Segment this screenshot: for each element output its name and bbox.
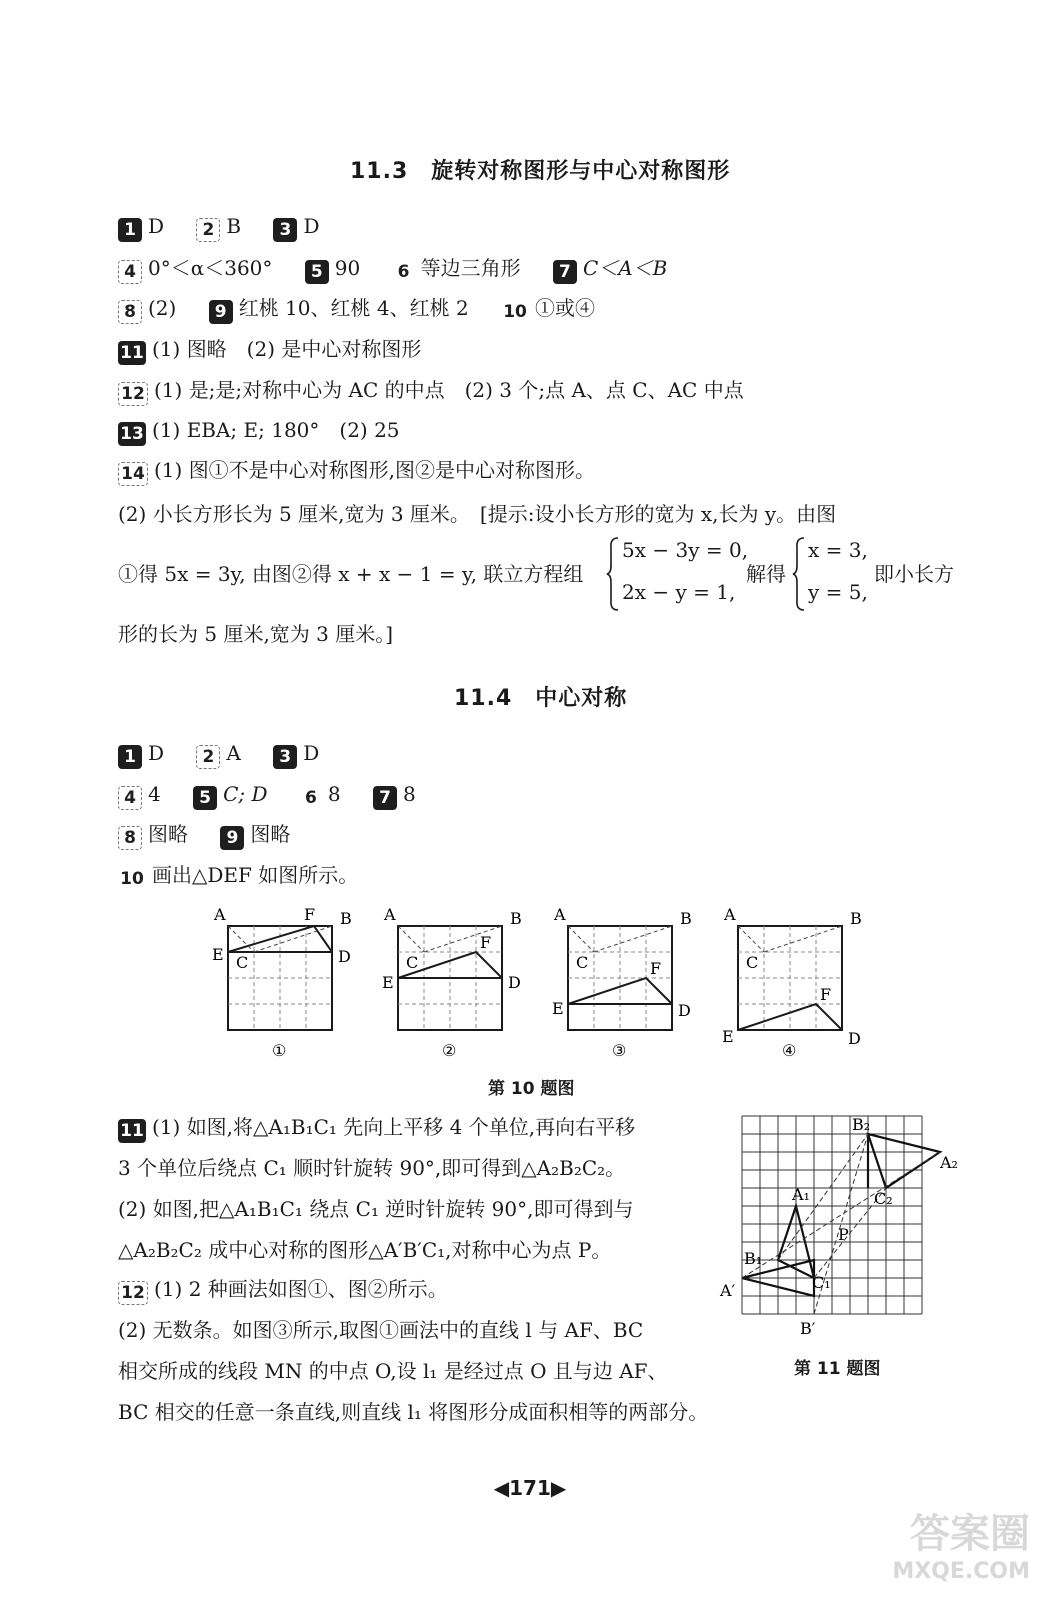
- answer: (1) 是;是;对称中心为 AC 的中点 (2) 3 个;点 A、点 C、AC 中点: [154, 378, 744, 402]
- diagonal-AC: [398, 926, 424, 952]
- q-num: 2: [196, 218, 220, 242]
- label-E: E: [722, 1027, 734, 1046]
- q-num: 3: [273, 218, 297, 242]
- answer-line-14c-pre: ①得 5x = 3y, 由图②得 x + x − 1 = y, 联立方程组: [118, 562, 584, 586]
- answer-line-2: [118, 254, 667, 284]
- diagonal-AC: [568, 926, 594, 952]
- answer-line-s2-12d: BC 相交的任意一条直线,则直线 l₁ 将图形分成面积相等的两部分。: [118, 1400, 709, 1424]
- subfigure-4: [722, 905, 862, 1060]
- equation-2: 2x − y = 1,: [622, 580, 736, 604]
- answer-line-14b: (2) 小长方形长为 5 厘米,宽为 3 厘米。 [提示:设小长方形的宽为 x,长为 y。由图: [118, 502, 837, 526]
- answer-line-12: [118, 376, 744, 406]
- q-num: 8: [118, 300, 142, 324]
- answer: D: [148, 214, 165, 238]
- answer-line-s2-1: [118, 739, 319, 769]
- q-num: 11: [118, 1119, 146, 1143]
- watermark-logo-text: 答案圈: [910, 1511, 1030, 1557]
- label-P: P: [838, 1225, 849, 1244]
- diagonal-CB: [764, 926, 842, 952]
- q-num: 8: [118, 826, 142, 850]
- label-A: A: [214, 905, 226, 924]
- solution-1: x = 3,: [808, 538, 868, 562]
- q-num: 1: [118, 745, 142, 769]
- answer-line-s2-11c: (2) 如图,把△A₁B₁C₁ 绕点 C₁ 逆时针旋转 90°,即可得到与: [118, 1197, 634, 1221]
- q-num: 4: [118, 260, 142, 284]
- answer-line-1: [118, 212, 320, 242]
- q-num: 9: [220, 826, 244, 850]
- q-num: 12: [118, 382, 148, 406]
- answer: A: [226, 741, 241, 765]
- label-Ap: A′: [720, 1281, 736, 1300]
- figure-10: [200, 900, 1060, 1090]
- page-number: [0, 1476, 1060, 1500]
- section-title-11-3: 11.3 旋转对称图形与中心对称图形: [350, 159, 731, 184]
- answer: 8: [327, 782, 341, 806]
- answer: 等边三角形: [420, 256, 521, 280]
- q-num: 10: [501, 301, 529, 323]
- label-A1: A₁: [792, 1185, 810, 1204]
- answer: (1) EBA; E; 180° (2) 25: [152, 418, 400, 442]
- label-E: E: [212, 945, 224, 964]
- answer-line-s2-12b: (2) 无数条。如图③所示,取图①画法中的直线 l 与 AF、BC: [118, 1318, 644, 1342]
- answer: ①或④: [535, 296, 596, 320]
- answer-line-s2-2: [118, 780, 416, 810]
- q-num: 6: [393, 261, 415, 283]
- answer: (2): [148, 296, 177, 320]
- label-F: F: [480, 933, 492, 952]
- subfigure-3: [552, 905, 692, 1060]
- q-num: 14: [118, 462, 148, 486]
- q-num: 13: [118, 422, 146, 446]
- q-num: 1: [118, 218, 142, 242]
- answer: D: [303, 741, 320, 765]
- label-C: C: [406, 953, 419, 972]
- label-B2: B₂: [852, 1115, 871, 1134]
- label-C: C: [746, 953, 759, 972]
- equation-1: 5x − 3y = 0,: [622, 538, 749, 562]
- answer-line-13: [118, 416, 400, 446]
- label-D: D: [508, 973, 521, 992]
- label-B: B: [680, 909, 692, 928]
- label-D: D: [338, 947, 351, 966]
- watermark-url: MXQE.COM: [892, 1559, 1030, 1584]
- label-C1: C₁: [812, 1273, 831, 1292]
- q-num: 9: [209, 300, 233, 324]
- q-num: 7: [373, 786, 397, 810]
- page-next-arrow-icon: ▶: [550, 1476, 567, 1500]
- answer: (1) 图略 (2) 是中心对称图形: [152, 337, 422, 361]
- figure-11-caption: 第 11 题图: [794, 1359, 881, 1379]
- q-num: 2: [196, 745, 220, 769]
- subfigure-label-3: ③: [612, 1041, 627, 1060]
- label-A: A: [724, 905, 736, 924]
- solve-label: 解得: [746, 562, 786, 586]
- answer-line-s2-10: [118, 861, 358, 890]
- label-D: D: [848, 1029, 861, 1048]
- answer: C; D: [223, 782, 268, 806]
- answer: 4: [148, 782, 161, 806]
- subfigure-2: [382, 905, 522, 1060]
- answer-line-14d: 形的长为 5 厘米,宽为 3 厘米。]: [118, 622, 394, 646]
- solution-2: y = 5,: [808, 580, 868, 604]
- answer-line-11: [118, 335, 421, 365]
- answer-line-14c-post: 即小长方: [874, 562, 954, 586]
- subfigure-label-1: ①: [272, 1041, 287, 1060]
- q-num: 5: [305, 260, 329, 284]
- answer-line-s2-12a: [118, 1275, 448, 1305]
- label-C: C: [576, 953, 589, 972]
- q-num: 10: [118, 868, 146, 890]
- answer-line-s2-11b: 3 个单位后绕点 C₁ 顺时针旋转 90°,即可得到△A₂B₂C₂。: [118, 1156, 626, 1180]
- answer: 图略: [250, 822, 291, 846]
- label-E: E: [552, 999, 564, 1018]
- answer: C＜A＜B: [582, 256, 668, 280]
- q-num: 11: [118, 341, 146, 365]
- answer-line-s2-11d: △A₂B₂C₂ 成中心对称的图形△A′B′C₁,对称中心为点 P。: [118, 1238, 612, 1262]
- q-num: 3: [273, 745, 297, 769]
- q-num: 7: [553, 260, 577, 284]
- answer: B: [226, 214, 242, 238]
- label-D: D: [678, 1001, 691, 1020]
- label-A2: A₂: [940, 1153, 958, 1172]
- subfigure-label-2: ②: [442, 1041, 457, 1060]
- page-number-value: 171: [509, 1476, 551, 1500]
- subfigure-label-4: ④: [782, 1041, 797, 1060]
- answer-line-s2-12c: 相交所成的线段 MN 的中点 O,设 l₁ 是经过点 O 且与边 AF、: [118, 1359, 668, 1383]
- label-C: C: [236, 953, 249, 972]
- label-F: F: [820, 985, 832, 1004]
- answer: (1) 2 种画法如图①、图②所示。: [154, 1277, 448, 1301]
- brace-icon: [606, 536, 620, 612]
- answer-line-3: [118, 294, 595, 324]
- answer: 90: [334, 256, 361, 280]
- label-A: A: [384, 905, 396, 924]
- label-B: B: [850, 909, 862, 928]
- label-Bp: B′: [800, 1319, 816, 1338]
- page-prev-arrow-icon: ◀: [493, 1476, 510, 1500]
- answer: 图略: [148, 822, 188, 846]
- answer: D: [303, 214, 320, 238]
- diagonal-AC: [738, 926, 764, 952]
- label-C2: C₂: [874, 1189, 893, 1208]
- answer: (1) 如图,将△A₁B₁C₁ 先向上平移 4 个单位,再向右平移: [152, 1115, 636, 1139]
- answer: 画出△DEF 如图所示。: [152, 863, 359, 887]
- answer: D: [148, 741, 165, 765]
- q-num: 5: [193, 786, 217, 810]
- answer: (1) 图①不是中心对称图形,图②是中心对称图形。: [154, 458, 596, 482]
- equation-system: [606, 536, 752, 612]
- answer-line-14: [118, 456, 595, 486]
- answer: 8: [402, 782, 416, 806]
- label-B: B: [510, 909, 522, 928]
- q-num: 12: [118, 1281, 148, 1305]
- subfigure-1: [212, 905, 352, 1060]
- q-num: 4: [118, 786, 142, 810]
- label-A: A: [554, 905, 566, 924]
- q-num: 6: [300, 787, 322, 809]
- label-B: B: [340, 909, 352, 928]
- label-E: E: [382, 973, 394, 992]
- answer: 红桃 10、红桃 4、红桃 2: [238, 296, 469, 320]
- figure-11: [716, 1104, 956, 1354]
- label-F: F: [650, 959, 662, 978]
- section-title-11-4: 11.4 中心对称: [454, 686, 628, 711]
- figure-10-caption: 第 10 题图: [488, 1079, 575, 1099]
- label-B1: B₁: [744, 1249, 763, 1268]
- answer-line-s2-3: [118, 820, 290, 850]
- label-F: F: [304, 905, 316, 924]
- diagonal-CB: [254, 926, 332, 952]
- answer-line-s2-11a: [118, 1113, 635, 1143]
- solution-system: [792, 536, 872, 612]
- diagonal-CB: [594, 926, 672, 952]
- brace-icon: [792, 536, 806, 612]
- answer: 0°＜α＜360°: [148, 256, 273, 280]
- watermark: [892, 1502, 1030, 1584]
